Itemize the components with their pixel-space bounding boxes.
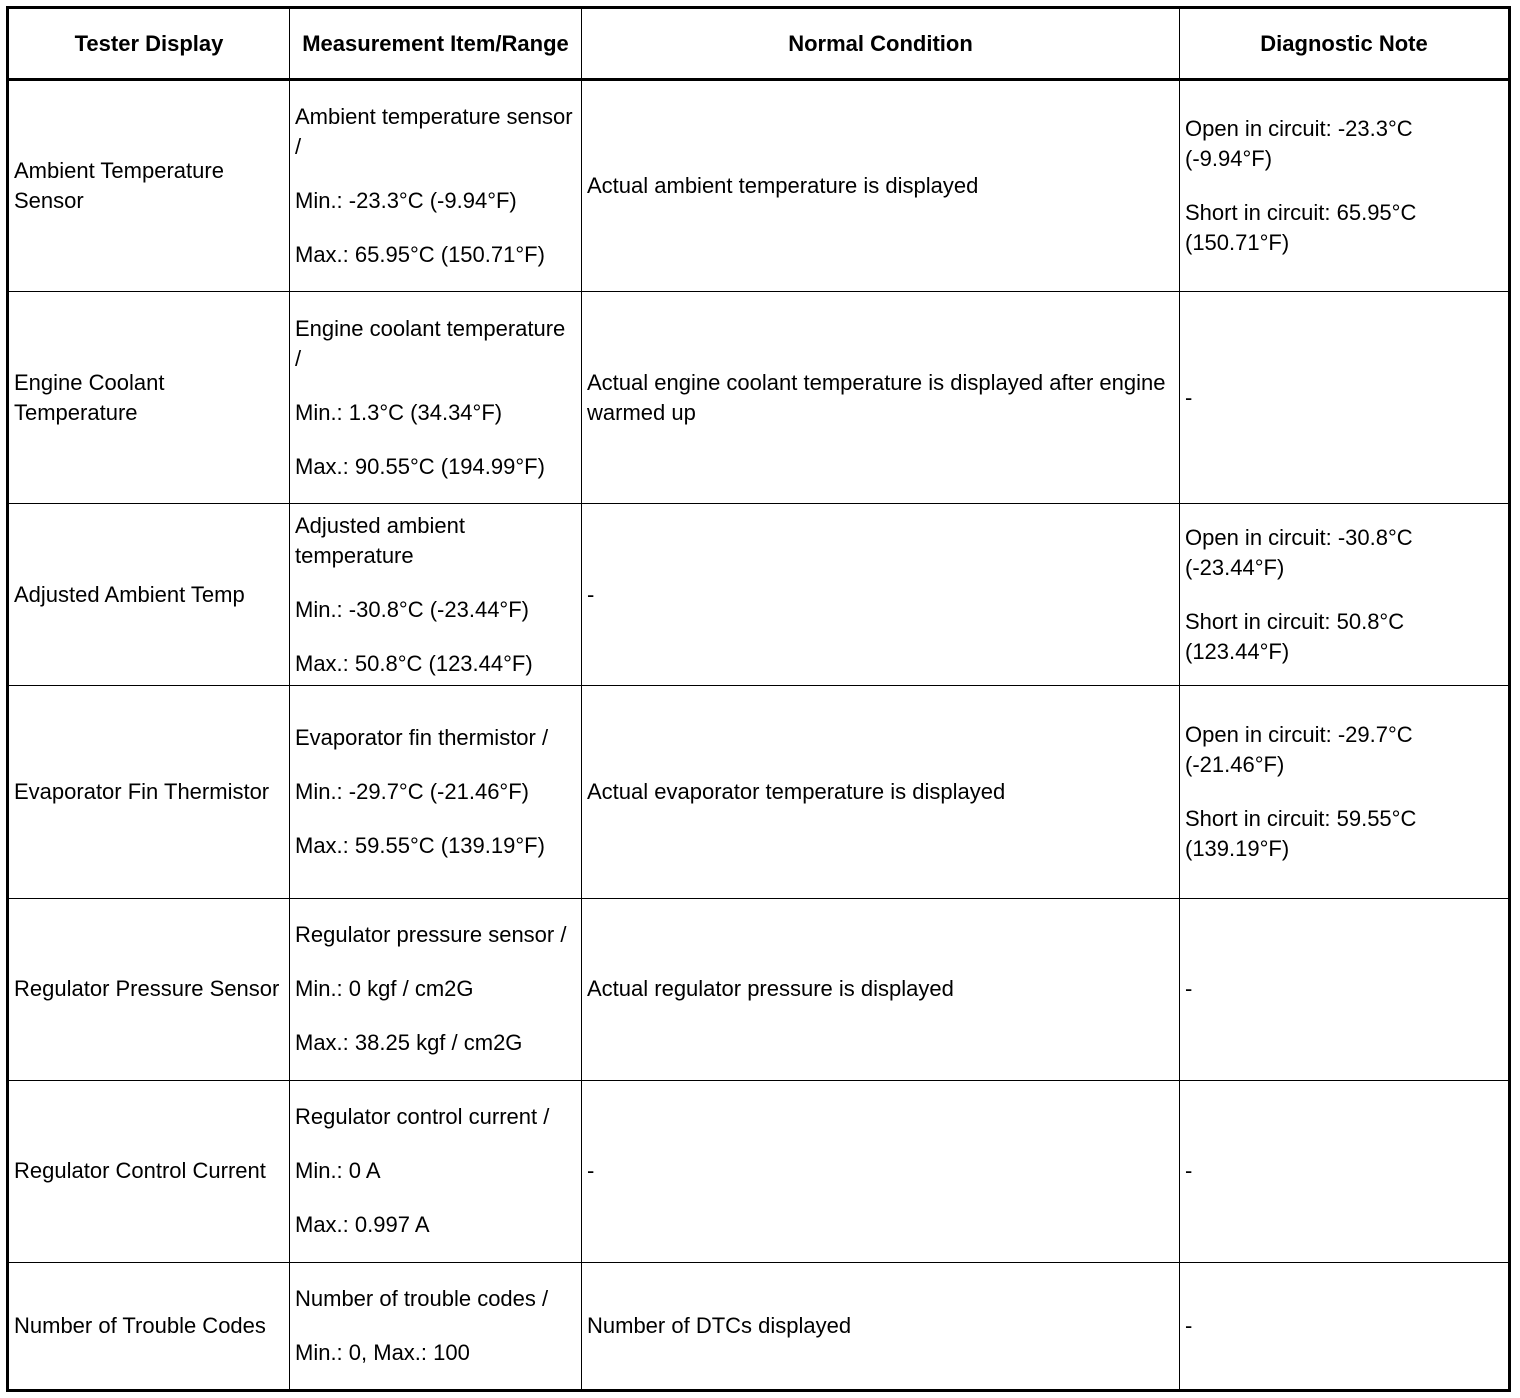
tester-display-cell: Evaporator Fin Thermistor	[8, 686, 290, 898]
note-short: Short in circuit: 65.95°C (150.71°F)	[1185, 200, 1417, 256]
data-list-table	[6, 6, 1511, 1392]
item-min: Min.: 1.3°C (34.34°F)	[295, 399, 503, 425]
item-max: Max.: 38.25 kgf / cm2G	[295, 1030, 523, 1056]
diagnostic-note-cell	[1180, 504, 1510, 686]
measurement-cell	[290, 1262, 582, 1390]
item-max: Max.: 50.8°C (123.44°F)	[295, 650, 533, 676]
table-row	[8, 1080, 1510, 1262]
table-row	[8, 80, 1510, 292]
header-tester-display: Tester Display	[8, 8, 290, 80]
item-max: Max.: 0.997 A	[295, 1212, 430, 1238]
table-row	[8, 686, 1510, 898]
item-min: Min.: -23.3°C (-9.94°F)	[295, 188, 517, 214]
header-row	[8, 8, 1510, 80]
header-normal-condition: Normal Condition	[582, 8, 1180, 80]
table-row	[8, 292, 1510, 504]
item-name: Ambient temperature sensor /	[295, 104, 573, 160]
item-min: Min.: -30.8°C (-23.44°F)	[295, 596, 529, 622]
measurement-cell	[290, 686, 582, 898]
measurement-cell	[290, 292, 582, 504]
item-name: Number of trouble codes /	[295, 1285, 549, 1311]
tester-display-cell: Number of Trouble Codes	[8, 1262, 290, 1390]
note-open: Open in circuit: -23.3°C (-9.94°F)	[1185, 116, 1413, 172]
diagnostic-note-cell: -	[1180, 898, 1510, 1080]
item-range: Min.: 0, Max.: 100	[295, 1339, 470, 1365]
diagnostic-note-cell	[1180, 686, 1510, 898]
normal-condition-cell: -	[582, 1080, 1180, 1262]
item-min: Min.: 0 A	[295, 1158, 381, 1184]
measurement-cell	[290, 504, 582, 686]
normal-condition-cell: Actual evaporator temperature is displayed	[582, 686, 1180, 898]
note-open: Open in circuit: -29.7°C (-21.46°F)	[1185, 722, 1413, 778]
note-open: Open in circuit: -30.8°C (-23.44°F)	[1185, 524, 1413, 580]
item-min: Min.: 0 kgf / cm2G	[295, 976, 474, 1002]
item-name: Engine coolant temperature /	[295, 315, 566, 371]
measurement-cell	[290, 80, 582, 292]
normal-condition-cell: Actual regulator pressure is displayed	[582, 898, 1180, 1080]
item-name: Regulator control current /	[295, 1104, 550, 1130]
item-max: Max.: 59.55°C (139.19°F)	[295, 833, 545, 859]
normal-condition-cell: Actual ambient temperature is displayed	[582, 80, 1180, 292]
note-short: Short in circuit: 59.55°C (139.19°F)	[1185, 806, 1417, 862]
diagnostic-note-cell	[1180, 80, 1510, 292]
note-short: Short in circuit: 50.8°C (123.44°F)	[1185, 608, 1405, 664]
measurement-cell	[290, 1080, 582, 1262]
tester-display-cell: Adjusted Ambient Temp	[8, 504, 290, 686]
item-max: Max.: 90.55°C (194.99°F)	[295, 453, 545, 479]
table-row	[8, 898, 1510, 1080]
header-measurement-item: Measurement Item/Range	[290, 8, 582, 80]
table-row	[8, 504, 1510, 686]
diagnostic-note-cell: -	[1180, 1080, 1510, 1262]
tester-display-cell: Regulator Control Current	[8, 1080, 290, 1262]
item-max: Max.: 65.95°C (150.71°F)	[295, 242, 545, 268]
item-name: Adjusted ambient temperature	[295, 512, 465, 568]
normal-condition-cell: Number of DTCs displayed	[582, 1262, 1180, 1390]
normal-condition-cell: -	[582, 504, 1180, 686]
table-row	[8, 1262, 1510, 1390]
diagnostic-note-cell: -	[1180, 1262, 1510, 1390]
item-name: Regulator pressure sensor /	[295, 922, 567, 948]
diagnostic-note-cell: -	[1180, 292, 1510, 504]
item-min: Min.: -29.7°C (-21.46°F)	[295, 779, 529, 805]
normal-condition-cell: Actual engine coolant temperature is displayed after engine warmed up	[582, 292, 1180, 504]
header-diagnostic-note: Diagnostic Note	[1180, 8, 1510, 80]
tester-display-cell: Engine Coolant Temperature	[8, 292, 290, 504]
item-name: Evaporator fin thermistor /	[295, 725, 549, 751]
measurement-cell	[290, 898, 582, 1080]
tester-display-cell: Regulator Pressure Sensor	[8, 898, 290, 1080]
tester-display-cell: Ambient Temperature Sensor	[8, 80, 290, 292]
